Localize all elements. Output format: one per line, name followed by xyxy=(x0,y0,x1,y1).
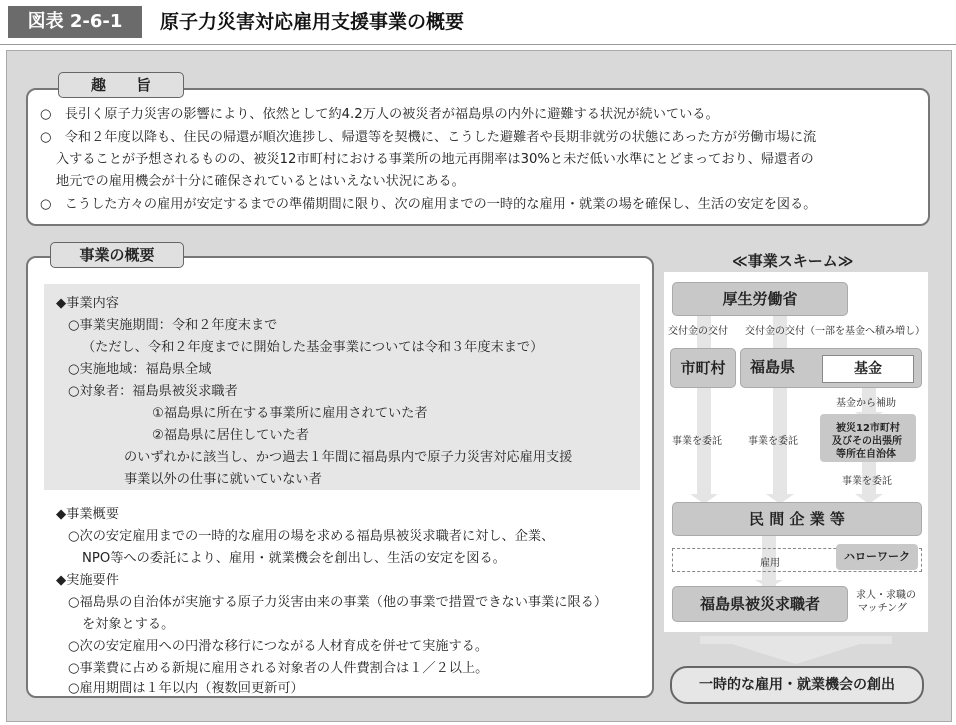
employ-label: 雇用 xyxy=(760,558,780,569)
fund-node: 基金 xyxy=(822,355,914,383)
grant-label-1: 交付金の交付 xyxy=(668,326,728,337)
entrust-label: 事業を委託 xyxy=(672,436,722,447)
header-bar xyxy=(0,0,956,45)
purpose-line: ○ こうした方々の雇用が安定するまでの準備期間に限り、次の雇用までの一時的な雇用・就業の場を確保し、生活の安定を図る。 xyxy=(40,197,817,212)
summary-heading: ◆事業概要 xyxy=(56,507,119,522)
twelve-municipalities-line: 被災12市町村 xyxy=(836,423,900,434)
content-line: ②福島県に居住していた者 xyxy=(152,428,309,443)
purpose-line: 入することが予想されるものの、被災12市町村における事業所の地元再開率は30%と未だ低い水準にとどまっており、帰還者の xyxy=(56,152,814,167)
purpose-tab: 趣 旨 xyxy=(58,72,184,98)
content-line: ○事業実施期間：令和２年度末まで xyxy=(68,318,278,333)
scheme-title: ≪事業スキーム≫ xyxy=(732,252,854,270)
requirement-line: ○事業費に占める新規に雇用される対象者の人件費割合は１／２以上。 xyxy=(68,661,489,676)
twelve-municipalities-line: 及びその出張所 xyxy=(832,436,902,447)
content-line: （ただし、令和２年度までに開始した基金事業については令和３年度末まで） xyxy=(82,340,544,355)
requirement-line: を対象とする。 xyxy=(82,617,175,632)
result-box: 一時的な雇用・就業機会の創出 xyxy=(670,666,924,704)
content-line: のいずれかに該当し、かつ過去１年間に福島県内で原子力災害対応雇用支援 xyxy=(124,450,573,465)
purpose-line: 地元での雇用機会が十分に確保されているとはいえない状況にある。 xyxy=(56,174,465,189)
fund-subsidy-label: 基金から補助 xyxy=(836,398,896,409)
purpose-line: ○ 令和２年度以降も、住民の帰還が順次進捗し、帰還等を契機に、こうした避難者や長期非就労の状態にあった方が労働市場に流 xyxy=(40,130,817,145)
figure-label: 図表 2-6-1 xyxy=(8,6,142,38)
twelve-municipalities-line: 等所在自治体 xyxy=(836,449,896,460)
summary-line: ○次の安定雇用までの一時的な雇用の場を求める福島県被災求職者に対し、企業、 xyxy=(68,529,555,544)
content-heading: ◆事業内容 xyxy=(56,296,119,311)
private-sector-node: 民 間 企 業 等 xyxy=(672,502,922,536)
grant-label-2: 交付金の交付（一部を基金へ積み増し） xyxy=(745,326,925,337)
content-line: ○対象者：福島県被災求職者 xyxy=(68,384,238,399)
requirement-line: ○雇用期間は１年以内（複数回更新可） xyxy=(68,681,304,696)
prefecture-label: 福島県 xyxy=(750,358,796,376)
result-arrow xyxy=(700,636,892,664)
content-line: ○実施地域：福島県全域 xyxy=(68,362,212,377)
scheme-arrows xyxy=(664,272,928,712)
requirement-line: ○次の安定雇用への円滑な移行につながる人材育成を併せて実施する。 xyxy=(68,639,489,654)
requirements-heading: ◆実施要件 xyxy=(56,573,119,588)
municipality-node: 市町村 xyxy=(670,348,736,388)
overview-tab: 事業の概要 xyxy=(50,242,184,268)
summary-line: NPO等への委託により、雇用・就業機会を創出し、生活の安定を図る。 xyxy=(82,551,506,566)
matching-label: マッチング xyxy=(858,603,907,614)
entrust-label: 事業を委託 xyxy=(748,436,798,447)
content-line: 事業以外の仕事に就いていない者 xyxy=(124,472,322,487)
content-line: ①福島県に所在する事業所に雇用されていた者 xyxy=(152,406,428,421)
ministry-node: 厚生労働省 xyxy=(672,282,848,316)
entrust-label: 事業を委託 xyxy=(842,476,892,487)
purpose-line: ○ 長引く原子力災害の影響により、依然として約4.2万人の被災者が福島県の内外に避難する状況が続いている。 xyxy=(40,107,719,122)
requirement-line: ○福島県の自治体が実施する原子力災害由来の事業（他の事業で措置できない事業に限る） xyxy=(68,595,608,610)
jobseeker-node: 福島県被災求職者 xyxy=(672,586,848,622)
page-title: 原子力災害対応雇用支援事業の概要 xyxy=(160,11,465,33)
hellowork-node: ハローワーク xyxy=(836,544,918,570)
matching-label: 求人・求職の xyxy=(856,590,916,601)
